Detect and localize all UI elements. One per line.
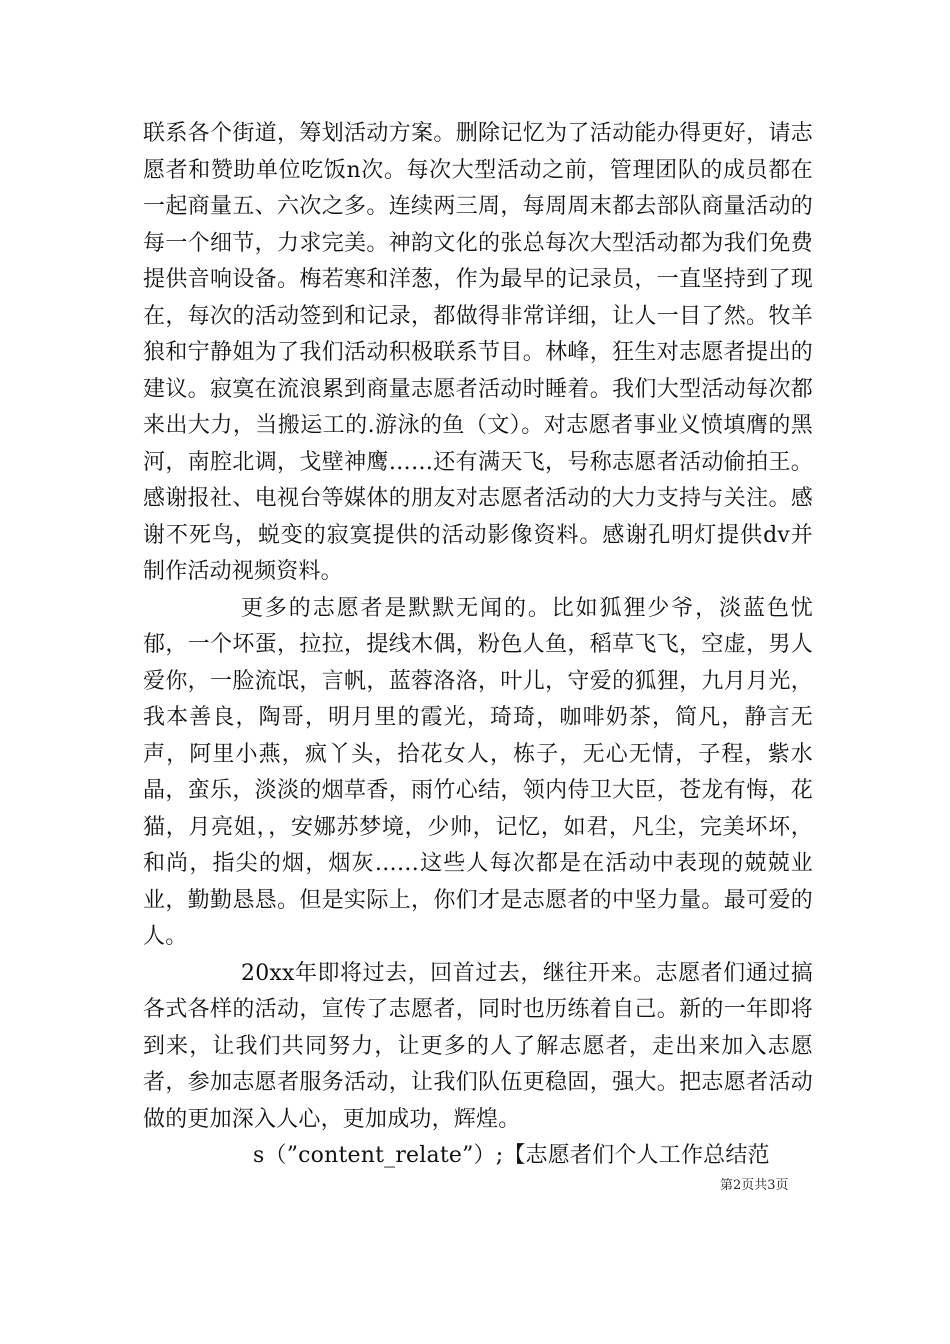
document-body	[143, 116, 813, 1175]
paragraph-volunteers: 更多的志愿者是默默无闻的。比如狐狸少爷，淡蓝色忧郁，一个坏蛋，拉拉，提线木偶，粉色人鱼，稻草飞飞，空虚，男人爱你，一脸流氓，言帆，蓝蓉洛洛，叶儿，守爱的狐狸，九月月光，我本善良，陶哥，明月里的霞光，琦琦，咖啡奶茶，简凡，静言无声，阿里小燕，疯丫头，拾花女人，栋子，无心无情，子程，紫水晶，蛮乐，淡淡的烟草香，雨竹心结，领内侍卫大臣，苍龙有悔，花猫，月亮姐，，安娜苏梦境，少帅，记忆，如君，凡尘，完美坏坏，和尚，指尖的烟，烟灰……这些人每次都是在活动中表现的兢兢业业，勤勤恳恳。但是实际上，你们才是志愿者的中坚力量。最可爱的人。	[143, 595, 813, 949]
paragraph-outlook: 20xx年即将过去，回首过去，继往开来。志愿者们通过搞各式各样的活动，宣传了志愿者，同时也历练着自己。新的一年即将到来，让我们共同努力，让更多的人了解志愿者，走出来加入志愿者，参加志愿者服务活动，让我们队伍更稳固，强大。把志愿者活动做的更加深入人心，更加成功，辉煌。	[143, 960, 813, 1132]
page-number-footer: 第2页共3页	[720, 1178, 789, 1193]
paragraph-related: s（”content_relate”）;【志愿者们个人工作总结范	[253, 1143, 770, 1168]
paragraph-thanks: 联系各个街道，筹划活动方案。删除记忆为了活动能办得更好，请志愿者和赞助单位吃饭n次。每次大型活动之前，管理团队的成员都在一起商量五、六次之多。连续两三周，每周周末都去部队商量活动的每一个细节，力求完美。神韵文化的张总每次大型活动都为我们免费提供音响设备。梅若寒和洋葱，作为最早的记录员，一直坚持到了现在，每次的活动签到和记录，都做得非常详细，让人一目了然。牧羊狼和宁静姐为了我们活动积极联系节目。林峰，狂生对志愿者提出的建议。寂寞在流浪累到商量志愿者活动时睡着。我们大型活动每次都来出大力，当搬运工的.游泳的鱼（文）。对志愿者事业义愤填膺的黑河，南腔北调，戈壁神鹰……还有满天飞，号称志愿者活动偷拍王。感谢报社、电视台等媒体的朋友对志愿者活动的大力支持与关注。感谢不死鸟，蜕变的寂寞提供的活动影像资料。感谢孔明灯提供dv并制作活动视频资料。	[143, 121, 813, 584]
